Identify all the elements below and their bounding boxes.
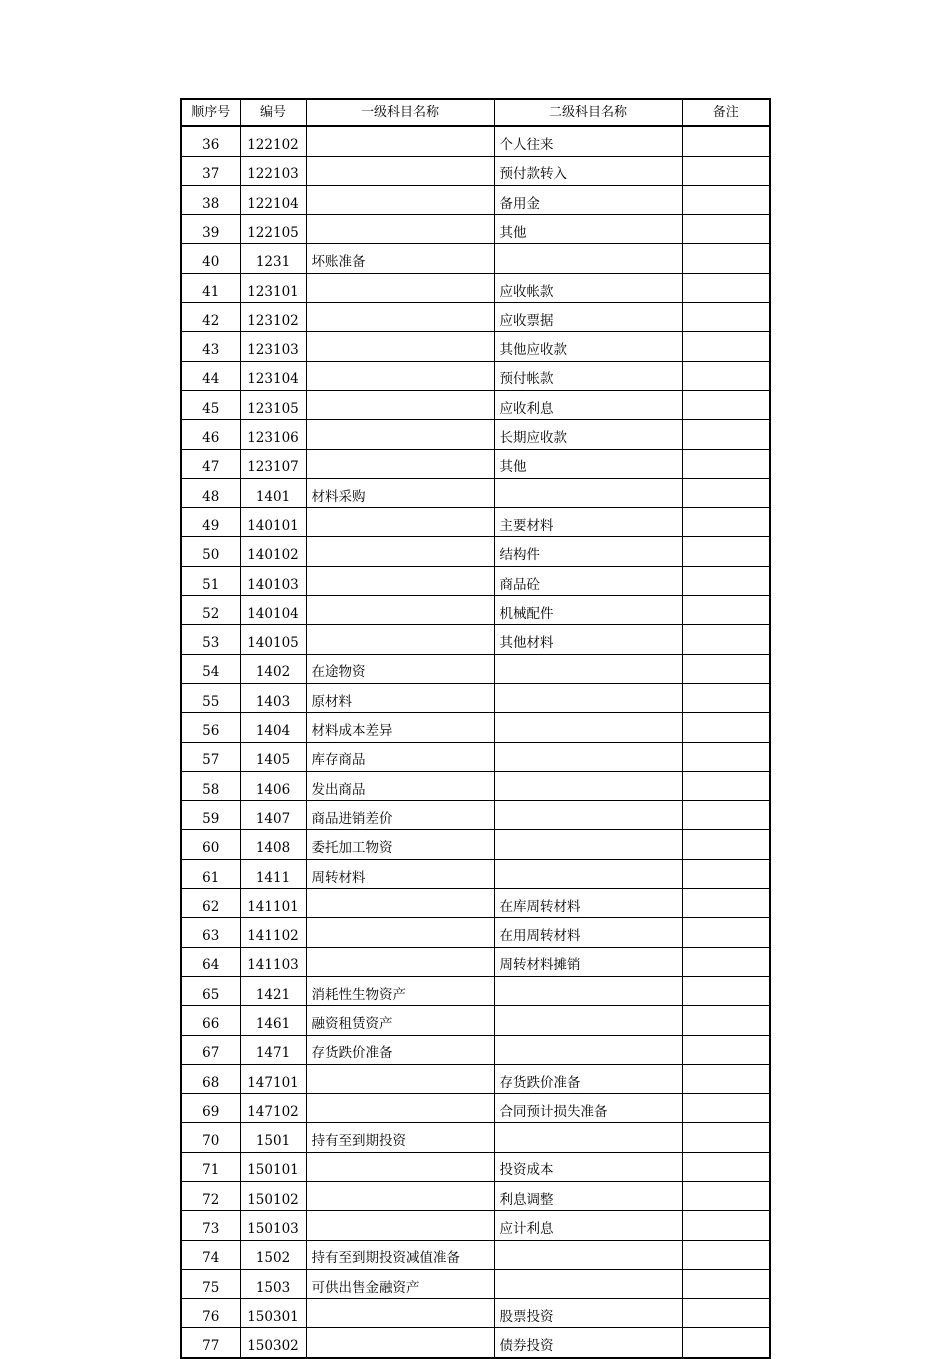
- cell-seq: 60: [182, 830, 240, 859]
- cell-level2-name: 利息调整: [494, 1181, 682, 1210]
- cell-seq: 68: [182, 1064, 240, 1093]
- cell-code: 1502: [240, 1240, 306, 1269]
- table-row: [182, 830, 769, 859]
- cell-level2-name: 合同预计损失准备: [494, 1094, 682, 1123]
- accounts-table-container: [180, 98, 771, 1359]
- table-row: [182, 859, 769, 888]
- cell-note: [682, 332, 769, 361]
- table-row: [182, 332, 769, 361]
- cell-level2-name: [494, 1123, 682, 1152]
- cell-note: [682, 537, 769, 566]
- cell-level1-name: [306, 390, 494, 419]
- table-row: [182, 303, 769, 332]
- cell-code: 141102: [240, 918, 306, 947]
- cell-seq: 66: [182, 1006, 240, 1035]
- cell-level2-name: [494, 244, 682, 273]
- cell-note: [682, 801, 769, 830]
- cell-level1-name: 库存商品: [306, 742, 494, 771]
- table-row: [182, 1152, 769, 1181]
- cell-note: [682, 771, 769, 800]
- cell-note: [682, 1152, 769, 1181]
- cell-code: 1231: [240, 244, 306, 273]
- cell-seq: 61: [182, 859, 240, 888]
- cell-level2-name: 长期应收款: [494, 420, 682, 449]
- cell-seq: 51: [182, 566, 240, 595]
- cell-level2-name: 在用周转材料: [494, 918, 682, 947]
- cell-level1-name: 融资租赁资产: [306, 1006, 494, 1035]
- cell-seq: 43: [182, 332, 240, 361]
- cell-code: 1411: [240, 859, 306, 888]
- table-row: [182, 1064, 769, 1093]
- cell-level2-name: [494, 830, 682, 859]
- cell-level1-name: 委托加工物资: [306, 830, 494, 859]
- cell-note: [682, 1328, 769, 1357]
- cell-code: 1401: [240, 478, 306, 507]
- cell-note: [682, 478, 769, 507]
- cell-level2-name: 备用金: [494, 185, 682, 214]
- cell-note: [682, 244, 769, 273]
- cell-level1-name: [306, 889, 494, 918]
- table-row: [182, 771, 769, 800]
- cell-level1-name: [306, 947, 494, 976]
- cell-note: [682, 713, 769, 742]
- cell-seq: 47: [182, 449, 240, 478]
- cell-code: 1471: [240, 1035, 306, 1064]
- cell-note: [682, 420, 769, 449]
- table-row: [182, 185, 769, 214]
- cell-level2-name: 预付款转入: [494, 156, 682, 185]
- cell-seq: 75: [182, 1269, 240, 1298]
- cell-level1-name: [306, 625, 494, 654]
- table-row: [182, 361, 769, 390]
- cell-code: 1421: [240, 976, 306, 1005]
- cell-level1-name: [306, 1152, 494, 1181]
- table-row: [182, 1240, 769, 1269]
- cell-code: 1408: [240, 830, 306, 859]
- cell-seq: 72: [182, 1181, 240, 1210]
- table-row: [182, 654, 769, 683]
- cell-seq: 57: [182, 742, 240, 771]
- cell-level2-name: 结构件: [494, 537, 682, 566]
- cell-code: 141101: [240, 889, 306, 918]
- cell-seq: 53: [182, 625, 240, 654]
- cell-level1-name: [306, 332, 494, 361]
- cell-seq: 48: [182, 478, 240, 507]
- cell-seq: 38: [182, 185, 240, 214]
- cell-level2-name: 债券投资: [494, 1328, 682, 1357]
- cell-code: 141103: [240, 947, 306, 976]
- cell-level2-name: [494, 771, 682, 800]
- table-row: [182, 947, 769, 976]
- cell-level1-name: [306, 1299, 494, 1328]
- table-row: [182, 244, 769, 273]
- table-row: [182, 478, 769, 507]
- cell-seq: 70: [182, 1123, 240, 1152]
- cell-code: 150302: [240, 1328, 306, 1357]
- cell-level1-name: 存货跌价准备: [306, 1035, 494, 1064]
- table-row: [182, 1006, 769, 1035]
- table-row: [182, 273, 769, 302]
- cell-note: [682, 859, 769, 888]
- cell-seq: 52: [182, 596, 240, 625]
- cell-code: 123106: [240, 420, 306, 449]
- cell-note: [682, 508, 769, 537]
- cell-code: 1501: [240, 1123, 306, 1152]
- table-row: [182, 215, 769, 244]
- cell-code: 140105: [240, 625, 306, 654]
- cell-level2-name: 应收利息: [494, 390, 682, 419]
- cell-seq: 54: [182, 654, 240, 683]
- cell-note: [682, 889, 769, 918]
- cell-level2-name: 其他材料: [494, 625, 682, 654]
- cell-seq: 77: [182, 1328, 240, 1357]
- cell-code: 123103: [240, 332, 306, 361]
- cell-level2-name: [494, 1035, 682, 1064]
- table-row: [182, 625, 769, 654]
- cell-note: [682, 596, 769, 625]
- cell-seq: 55: [182, 683, 240, 712]
- accounts-table: [182, 100, 769, 1357]
- cell-level1-name: [306, 449, 494, 478]
- cell-level1-name: [306, 1064, 494, 1093]
- cell-level1-name: [306, 303, 494, 332]
- cell-seq: 42: [182, 303, 240, 332]
- cell-level1-name: [306, 420, 494, 449]
- cell-level2-name: 商品砼: [494, 566, 682, 595]
- cell-level1-name: [306, 185, 494, 214]
- cell-note: [682, 126, 769, 156]
- cell-note: [682, 361, 769, 390]
- header-code: 编号: [240, 100, 306, 126]
- cell-code: 140101: [240, 508, 306, 537]
- cell-code: 140103: [240, 566, 306, 595]
- table-row: [182, 1299, 769, 1328]
- cell-level2-name: 应收帐款: [494, 273, 682, 302]
- cell-code: 140104: [240, 596, 306, 625]
- cell-code: 1406: [240, 771, 306, 800]
- cell-seq: 44: [182, 361, 240, 390]
- cell-level1-name: 发出商品: [306, 771, 494, 800]
- cell-code: 122104: [240, 185, 306, 214]
- cell-level1-name: 材料成本差异: [306, 713, 494, 742]
- cell-seq: 49: [182, 508, 240, 537]
- cell-code: 123101: [240, 273, 306, 302]
- table-row: [182, 1269, 769, 1298]
- cell-note: [682, 1211, 769, 1240]
- cell-level2-name: [494, 713, 682, 742]
- cell-note: [682, 390, 769, 419]
- cell-seq: 67: [182, 1035, 240, 1064]
- cell-seq: 50: [182, 537, 240, 566]
- cell-seq: 63: [182, 918, 240, 947]
- cell-note: [682, 566, 769, 595]
- cell-note: [682, 742, 769, 771]
- cell-level1-name: [306, 1328, 494, 1357]
- table-row: [182, 1328, 769, 1357]
- table-row: [182, 918, 769, 947]
- table-row: [182, 889, 769, 918]
- cell-level2-name: 股票投资: [494, 1299, 682, 1328]
- cell-level2-name: [494, 976, 682, 1005]
- cell-code: 1405: [240, 742, 306, 771]
- cell-level2-name: 应收票据: [494, 303, 682, 332]
- cell-note: [682, 1006, 769, 1035]
- cell-note: [682, 1094, 769, 1123]
- cell-level2-name: 存货跌价准备: [494, 1064, 682, 1093]
- cell-seq: 58: [182, 771, 240, 800]
- cell-level1-name: [306, 273, 494, 302]
- cell-level1-name: 材料采购: [306, 478, 494, 507]
- cell-level2-name: 个人往来: [494, 126, 682, 156]
- cell-note: [682, 976, 769, 1005]
- cell-level2-name: 其他: [494, 449, 682, 478]
- cell-level2-name: [494, 654, 682, 683]
- cell-level1-name: 消耗性生物资产: [306, 976, 494, 1005]
- table-row: [182, 156, 769, 185]
- table-row: [182, 537, 769, 566]
- table-row: [182, 420, 769, 449]
- cell-code: 122102: [240, 126, 306, 156]
- cell-note: [682, 303, 769, 332]
- cell-seq: 65: [182, 976, 240, 1005]
- cell-code: 1402: [240, 654, 306, 683]
- cell-level2-name: 周转材料摊销: [494, 947, 682, 976]
- cell-level1-name: [306, 215, 494, 244]
- cell-level1-name: [306, 918, 494, 947]
- cell-code: 150101: [240, 1152, 306, 1181]
- cell-level1-name: [306, 537, 494, 566]
- table-row: [182, 390, 769, 419]
- cell-level1-name: [306, 156, 494, 185]
- cell-level2-name: 在库周转材料: [494, 889, 682, 918]
- table-row: [182, 1123, 769, 1152]
- table-body: [182, 126, 769, 1356]
- cell-level1-name: [306, 361, 494, 390]
- cell-level2-name: [494, 859, 682, 888]
- cell-code: 150102: [240, 1181, 306, 1210]
- cell-note: [682, 1181, 769, 1210]
- cell-code: 1461: [240, 1006, 306, 1035]
- cell-level1-name: [306, 1211, 494, 1240]
- cell-code: 140102: [240, 537, 306, 566]
- cell-level2-name: 主要材料: [494, 508, 682, 537]
- cell-note: [682, 683, 769, 712]
- cell-note: [682, 273, 769, 302]
- table-row: [182, 801, 769, 830]
- table-row: [182, 713, 769, 742]
- cell-seq: 64: [182, 947, 240, 976]
- cell-level2-name: 投资成本: [494, 1152, 682, 1181]
- cell-seq: 62: [182, 889, 240, 918]
- cell-note: [682, 654, 769, 683]
- cell-seq: 37: [182, 156, 240, 185]
- cell-code: 123105: [240, 390, 306, 419]
- cell-note: [682, 918, 769, 947]
- cell-seq: 76: [182, 1299, 240, 1328]
- cell-level1-name: 可供出售金融资产: [306, 1269, 494, 1298]
- cell-level2-name: [494, 1269, 682, 1298]
- table-row: [182, 508, 769, 537]
- cell-code: 1503: [240, 1269, 306, 1298]
- cell-note: [682, 1123, 769, 1152]
- cell-level2-name: [494, 478, 682, 507]
- cell-note: [682, 1064, 769, 1093]
- cell-level1-name: [306, 126, 494, 156]
- cell-note: [682, 1035, 769, 1064]
- cell-note: [682, 625, 769, 654]
- cell-note: [682, 830, 769, 859]
- cell-seq: 59: [182, 801, 240, 830]
- table-row: [182, 1181, 769, 1210]
- table-row: [182, 449, 769, 478]
- table-row: [182, 1035, 769, 1064]
- table-row: [182, 1211, 769, 1240]
- cell-code: 1403: [240, 683, 306, 712]
- cell-note: [682, 947, 769, 976]
- cell-seq: 39: [182, 215, 240, 244]
- table-row: [182, 596, 769, 625]
- cell-level2-name: 应计利息: [494, 1211, 682, 1240]
- cell-code: 1407: [240, 801, 306, 830]
- cell-level1-name: 原材料: [306, 683, 494, 712]
- cell-seq: 71: [182, 1152, 240, 1181]
- cell-level2-name: [494, 1240, 682, 1269]
- cell-seq: 73: [182, 1211, 240, 1240]
- table-row: [182, 126, 769, 156]
- header-level1-name: 一级科目名称: [306, 100, 494, 126]
- cell-level1-name: 坏账准备: [306, 244, 494, 273]
- cell-level1-name: 持有至到期投资减值准备: [306, 1240, 494, 1269]
- cell-level1-name: 在途物资: [306, 654, 494, 683]
- cell-level2-name: 机械配件: [494, 596, 682, 625]
- table-row: [182, 1094, 769, 1123]
- cell-note: [682, 1240, 769, 1269]
- cell-code: 123102: [240, 303, 306, 332]
- cell-seq: 74: [182, 1240, 240, 1269]
- cell-code: 1404: [240, 713, 306, 742]
- cell-level2-name: 预付帐款: [494, 361, 682, 390]
- cell-seq: 36: [182, 126, 240, 156]
- cell-level2-name: [494, 683, 682, 712]
- cell-code: 150103: [240, 1211, 306, 1240]
- cell-level2-name: [494, 1006, 682, 1035]
- cell-code: 147101: [240, 1064, 306, 1093]
- cell-code: 147102: [240, 1094, 306, 1123]
- cell-note: [682, 1269, 769, 1298]
- cell-level1-name: [306, 1094, 494, 1123]
- table-header-row: [182, 100, 769, 126]
- cell-note: [682, 156, 769, 185]
- cell-level1-name: [306, 566, 494, 595]
- table-row: [182, 742, 769, 771]
- cell-code: 122105: [240, 215, 306, 244]
- cell-seq: 46: [182, 420, 240, 449]
- cell-level1-name: [306, 508, 494, 537]
- header-seq: 顺序号: [182, 100, 240, 126]
- cell-level2-name: [494, 801, 682, 830]
- table-row: [182, 566, 769, 595]
- cell-level2-name: 其他应收款: [494, 332, 682, 361]
- cell-note: [682, 185, 769, 214]
- cell-seq: 56: [182, 713, 240, 742]
- table-row: [182, 683, 769, 712]
- cell-code: 122103: [240, 156, 306, 185]
- cell-level1-name: 周转材料: [306, 859, 494, 888]
- cell-seq: 45: [182, 390, 240, 419]
- cell-seq: 40: [182, 244, 240, 273]
- header-level2-name: 二级科目名称: [494, 100, 682, 126]
- cell-level2-name: 其他: [494, 215, 682, 244]
- table-row: [182, 976, 769, 1005]
- cell-code: 150301: [240, 1299, 306, 1328]
- cell-seq: 69: [182, 1094, 240, 1123]
- cell-code: 123104: [240, 361, 306, 390]
- cell-level1-name: 商品进销差价: [306, 801, 494, 830]
- cell-note: [682, 449, 769, 478]
- cell-level2-name: [494, 742, 682, 771]
- cell-level1-name: 持有至到期投资: [306, 1123, 494, 1152]
- cell-note: [682, 1299, 769, 1328]
- cell-note: [682, 215, 769, 244]
- header-note: 备注: [682, 100, 769, 126]
- cell-code: 123107: [240, 449, 306, 478]
- cell-seq: 41: [182, 273, 240, 302]
- cell-level1-name: [306, 596, 494, 625]
- cell-level1-name: [306, 1181, 494, 1210]
